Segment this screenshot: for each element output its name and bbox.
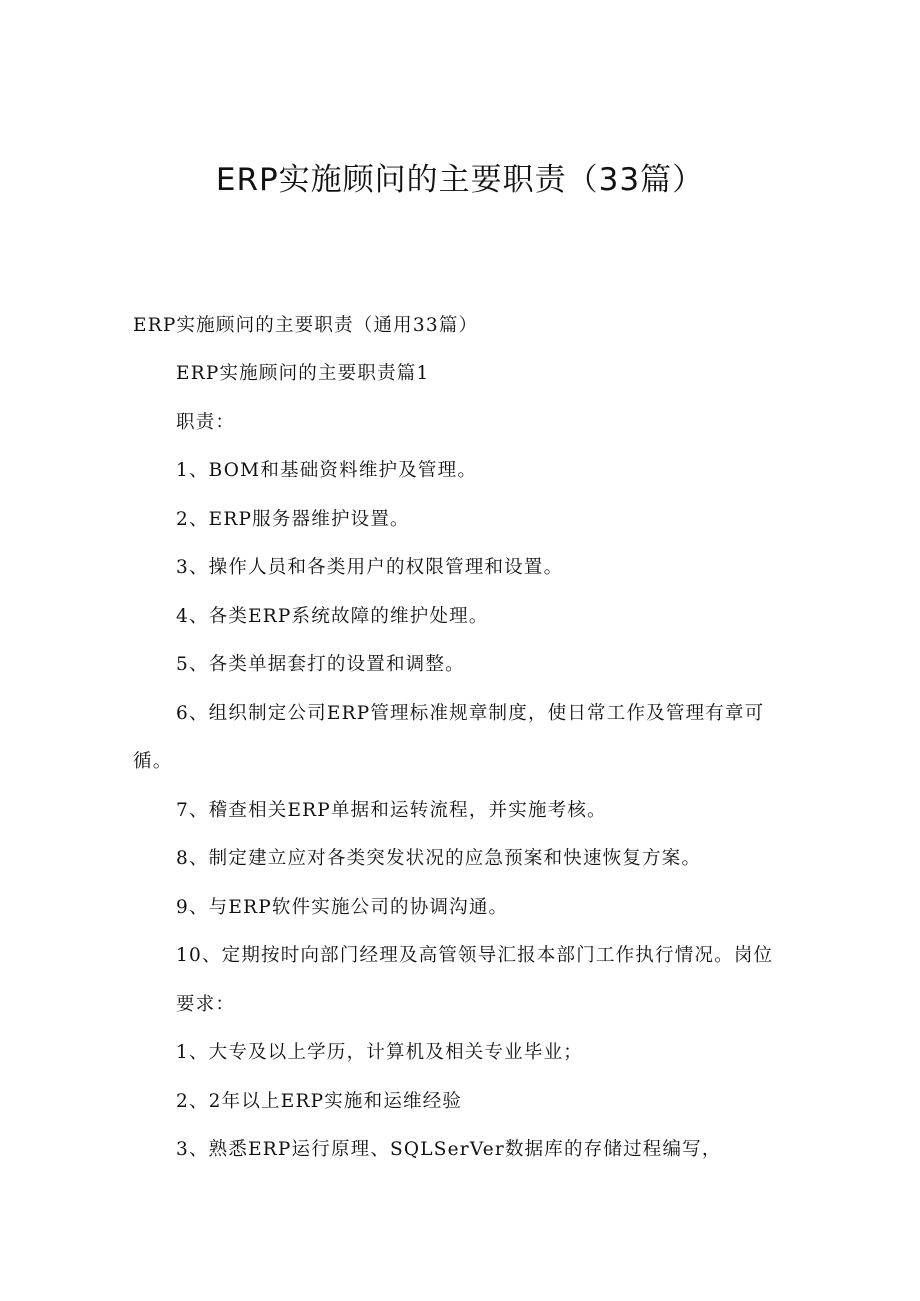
document-title: ERP实施顾问的主要职责（33篇） — [215, 162, 705, 198]
duties-label: 职责： — [176, 412, 236, 433]
requirement-item: 3、熟悉ERP运行原理、SQLSerVer数据库的存储过程编写， — [176, 1139, 722, 1160]
requirement-item: 1、大专及以上学历，计算机及相关专业毕业； — [176, 1042, 583, 1063]
duty-item: 8、制定建立应对各类突发状况的应急预案和快速恢复方案。 — [176, 848, 702, 869]
section-heading: ERP实施顾问的主要职责篇1 — [176, 363, 430, 384]
duty-item: 7、稽查相关ERP单据和运转流程，并实施考核。 — [176, 800, 607, 821]
duty-item: 10、定期按时向部门经理及高管领导汇报本部门工作执行情况。岗位 — [176, 945, 774, 966]
duty-item: 4、各类ERP系统故障的维护处理。 — [176, 606, 489, 627]
duty-item: 6、组织制定公司ERP管理标准规章制度，使日常工作及管理有章可 — [176, 703, 765, 724]
duty-item: 3、操作人员和各类用户的权限管理和设置。 — [176, 557, 564, 578]
duty-item: 5、各类单据套打的设置和调整。 — [176, 654, 465, 675]
duty-item: 1、BOM和基础资料维护及管理。 — [176, 460, 478, 481]
requirements-label: 要求： — [176, 994, 236, 1015]
subtitle-paragraph: ERP实施顾问的主要职责（通用33篇） — [133, 315, 479, 336]
requirement-item: 2、2年以上ERP实施和运维经验 — [176, 1091, 463, 1112]
duty-item: 9、与ERP软件实施公司的协调沟通。 — [176, 897, 509, 918]
duty-item-continuation: 循。 — [133, 751, 173, 772]
duty-item: 2、ERP服务器维护设置。 — [176, 509, 410, 530]
